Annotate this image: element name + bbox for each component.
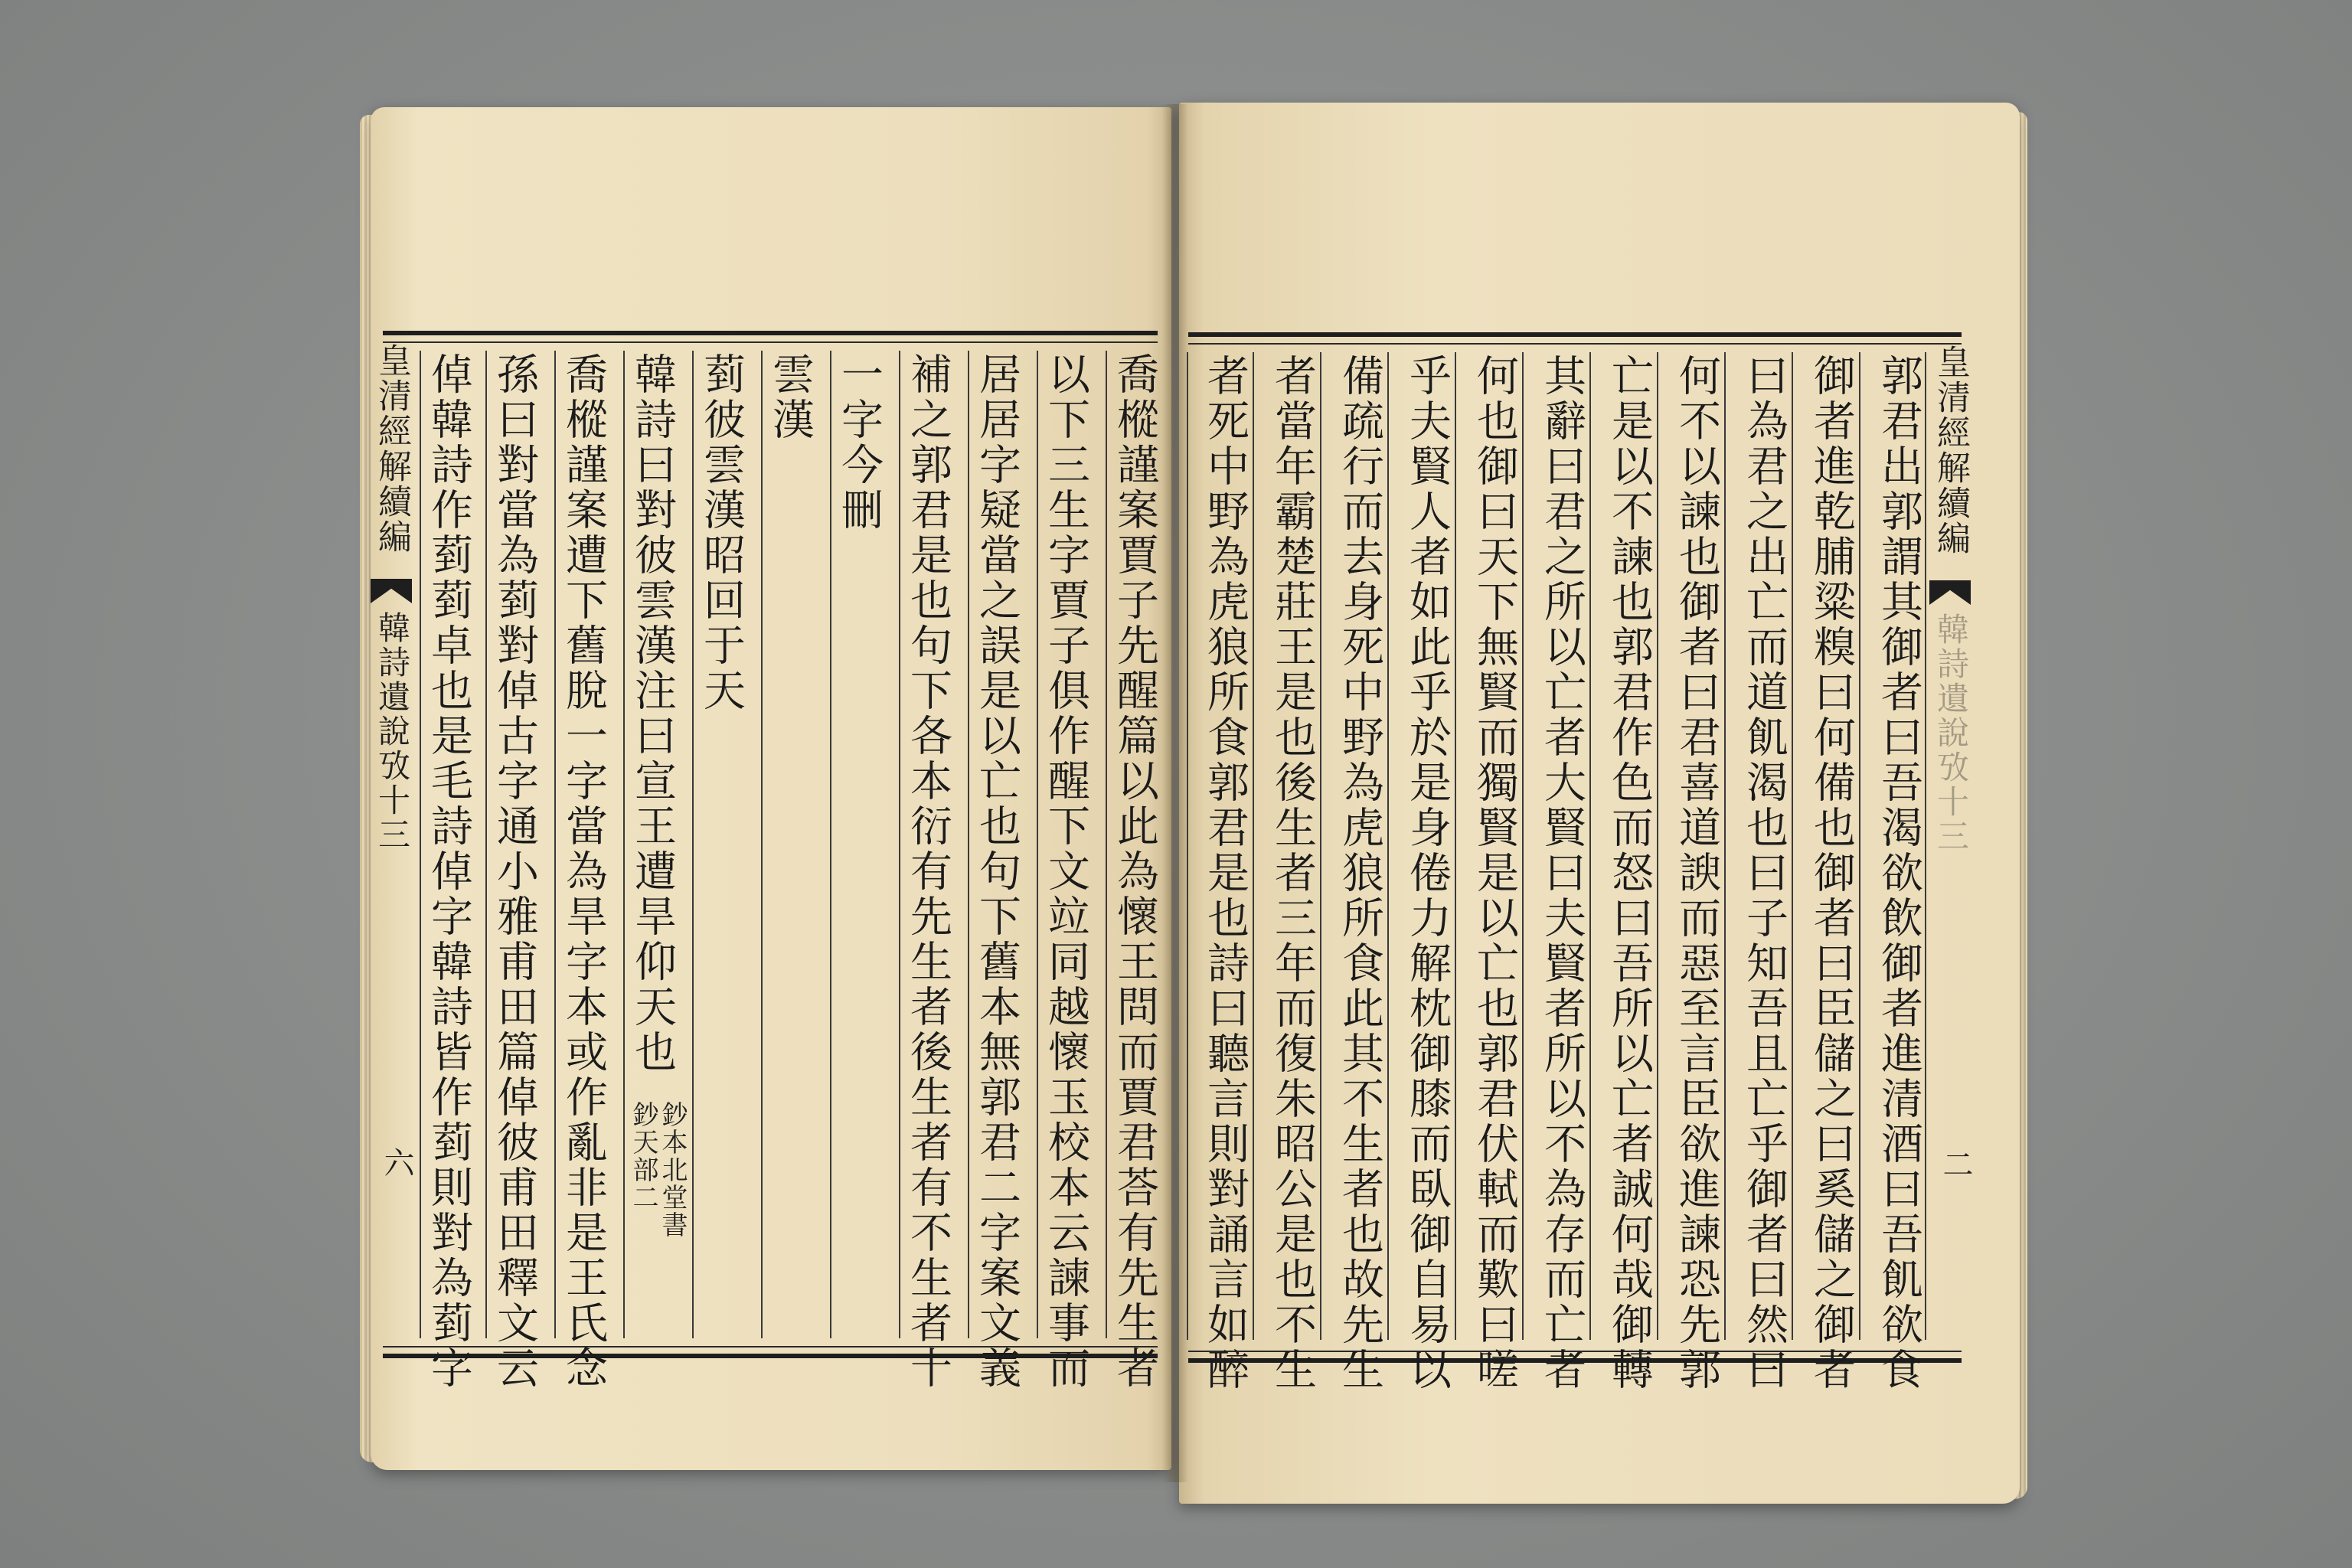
column-rule bbox=[1925, 352, 1926, 1340]
text-column-11: 者死中野為虎狼所食郭君是也詩曰聽言則對誦言如醉 bbox=[1200, 354, 1250, 1393]
right-banxin bbox=[1929, 337, 1973, 1355]
text-column-2: 御者進乾脯粱糗曰何備也御者曰臣儲之曰奚儲之御者 bbox=[1807, 354, 1856, 1393]
column-rule bbox=[485, 351, 487, 1338]
column-rule bbox=[1253, 352, 1254, 1340]
text-column-8: 韓詩曰對彼雲漢注曰宣王遭旱仰天也 bbox=[628, 352, 677, 1075]
column-rule bbox=[1589, 352, 1591, 1340]
left-page-frame bbox=[372, 331, 1159, 1391]
frame-rule bbox=[383, 341, 1158, 343]
banxin-subtitle: 韓詩遺說攷十三 bbox=[1932, 612, 1970, 854]
source-note-2: 鈔天部二 bbox=[628, 1101, 658, 1211]
column-rule bbox=[1792, 352, 1793, 1340]
column-rule bbox=[1859, 352, 1860, 1340]
column-rule bbox=[554, 351, 556, 1338]
text-column-10: 孫曰對當為菿對倬古字通小雅甫田篇倬彼甫田釋文云 bbox=[490, 352, 539, 1391]
frame-rule bbox=[1188, 343, 1962, 345]
column-rule bbox=[1106, 351, 1107, 1338]
left-banxin bbox=[371, 335, 414, 1354]
column-rule bbox=[1657, 352, 1658, 1340]
banxin-subtitle: 韓詩遺說攷十三 bbox=[374, 611, 411, 852]
column-rule bbox=[1522, 352, 1524, 1340]
banxin-page-number: 六 bbox=[379, 1147, 414, 1178]
column-rule bbox=[1037, 351, 1038, 1338]
column-rule bbox=[1724, 352, 1726, 1340]
column-rule bbox=[1187, 352, 1188, 1340]
text-column-3: 曰為君之出亡而道飢渴也曰子知吾且亡乎御者曰然曰 bbox=[1740, 354, 1788, 1393]
column-rule bbox=[692, 351, 694, 1338]
text-column-5: 一字今刪 bbox=[835, 352, 884, 533]
book-gutter bbox=[1162, 104, 1188, 1482]
text-column-5: 亡是以不諫也郭君作色而怒曰吾所以亡者誠何哉御轉 bbox=[1605, 354, 1654, 1393]
text-column-7: 何也御曰天下無賢而獨賢是以亡也郭君伏軾而歎曰嗟 bbox=[1470, 354, 1519, 1393]
text-column-4: 何不以諫也御者曰君喜道諛而惡至言臣欲進諫恐先郭 bbox=[1672, 354, 1721, 1393]
text-column-9: 喬樅謹案遭下舊脫一字當為旱字本或作亂非是王氏念 bbox=[559, 352, 608, 1391]
right-page-frame bbox=[1188, 332, 1973, 1393]
column-rule bbox=[761, 351, 763, 1338]
text-column-1: 喬樅謹案賈子先醒篇以此為懷王問而賈君荅有先生者 bbox=[1110, 352, 1159, 1391]
column-rule bbox=[1320, 352, 1321, 1340]
text-column-6: 雲漢 bbox=[766, 352, 815, 443]
text-column-1: 郭君出郭謂其御者曰吾渴欲飲御者進清酒曰吾飢欲食 bbox=[1874, 354, 1923, 1393]
text-column-11: 倬韓詩作菿菿卓也是毛詩倬字韓詩皆作菿則對為菿字 bbox=[424, 352, 473, 1391]
text-column-10: 者當年霸楚莊王是也後生者三年而復朱昭公是也不生 bbox=[1268, 354, 1317, 1393]
column-rule bbox=[899, 351, 900, 1338]
column-rule bbox=[1455, 352, 1456, 1340]
column-rule bbox=[1387, 352, 1389, 1340]
banxin-title: 皇清經解續編 bbox=[372, 343, 411, 554]
text-column-3: 居居字疑當之誤是以亡也句下舊本無郭君二字案文義 bbox=[972, 352, 1021, 1391]
text-column-7: 菿彼雲漢昭回于天 bbox=[697, 352, 746, 714]
text-column-9: 備疏行而去身死中野為虎狼所食此其不生者也故先生 bbox=[1335, 354, 1384, 1393]
text-column-8: 乎夫賢人者如此乎於是身倦力解枕御膝而臥御自易以 bbox=[1403, 354, 1452, 1393]
text-column-4: 補之郭君是也句下各本衍有先生者後生者有不生者十 bbox=[903, 352, 952, 1391]
column-rule bbox=[968, 351, 969, 1338]
fish-tail-mark bbox=[371, 579, 412, 603]
column-rule bbox=[623, 351, 625, 1338]
banxin-title: 皇清經解續編 bbox=[1931, 345, 1970, 556]
source-note-1: 鈔本北堂書 bbox=[657, 1101, 688, 1239]
text-column-2: 以下三生字賈子俱作醒下文竝同越懷玉校本云諫事而 bbox=[1041, 352, 1090, 1391]
column-rule bbox=[420, 351, 421, 1338]
text-column-6: 其辭曰君之所以亡者大賢曰夫賢者所以不為存而亡者 bbox=[1537, 354, 1586, 1393]
fish-tail-mark bbox=[1929, 580, 1971, 605]
banxin-page-number: 二 bbox=[1938, 1148, 1973, 1179]
column-rule bbox=[830, 351, 831, 1338]
